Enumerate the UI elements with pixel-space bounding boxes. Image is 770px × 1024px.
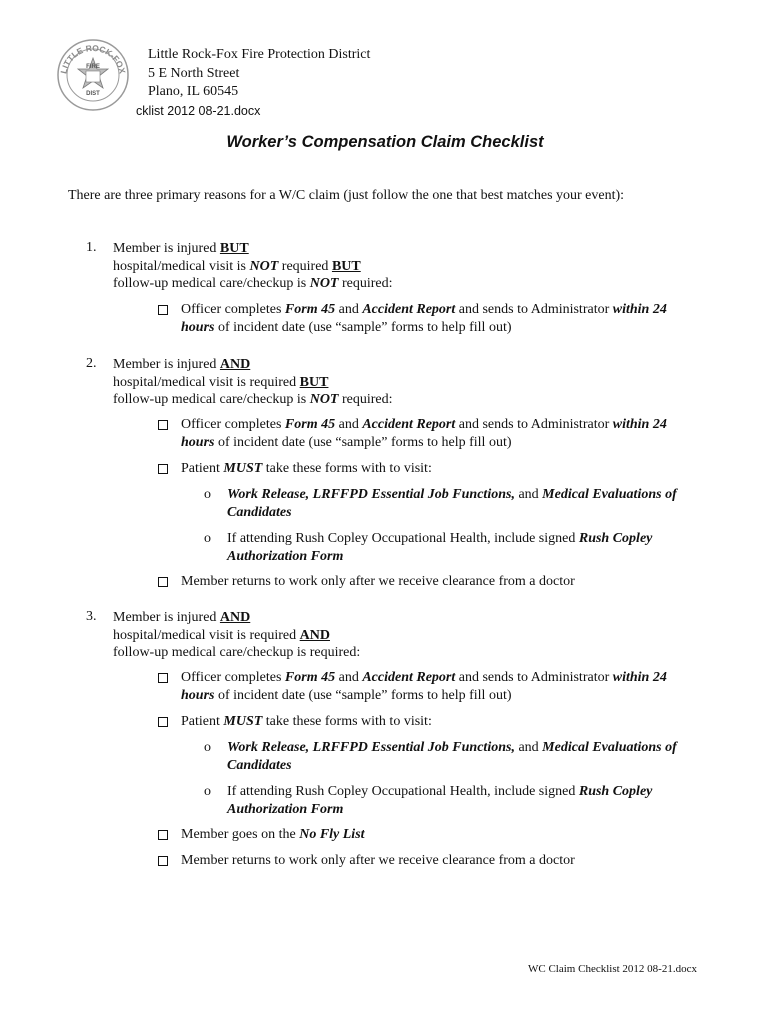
city-state-zip: Plano, IL 60545 bbox=[148, 84, 239, 99]
page-title: Worker’s Compensation Claim Checklist bbox=[226, 133, 544, 151]
logo-ring-text: LITTLE ROCK-FOX bbox=[58, 42, 128, 75]
checkbox-icon[interactable] bbox=[158, 717, 168, 727]
footer-filename: WC Claim Checklist 2012 08-21.docx bbox=[528, 963, 697, 975]
logo-center-top: FIRE bbox=[86, 64, 100, 70]
checkbox-icon[interactable] bbox=[158, 830, 168, 840]
checkbox-icon[interactable] bbox=[158, 577, 168, 587]
logo-center-bottom: DIST bbox=[86, 91, 100, 97]
file-name: cklist 2012 08-21.docx bbox=[136, 104, 261, 118]
checkbox-icon[interactable] bbox=[158, 673, 168, 683]
checkbox-icon[interactable] bbox=[158, 305, 168, 315]
checkbox-icon[interactable] bbox=[158, 464, 168, 474]
letterhead bbox=[136, 46, 371, 118]
section-number: 3. bbox=[86, 609, 97, 624]
section-number: 2. bbox=[86, 356, 97, 371]
street-address: 5 E North Street bbox=[148, 65, 240, 81]
fire-district-logo-icon bbox=[56, 38, 130, 112]
section-number: 1. bbox=[86, 240, 97, 255]
checkbox-icon[interactable] bbox=[158, 856, 168, 866]
intro-text: There are three primary reasons for a W/C claim (just follow the one that best matches your event): bbox=[68, 188, 625, 203]
org-name: Little Rock-Fox Fire Protection District bbox=[148, 47, 371, 62]
checkbox-icon[interactable] bbox=[158, 420, 168, 430]
